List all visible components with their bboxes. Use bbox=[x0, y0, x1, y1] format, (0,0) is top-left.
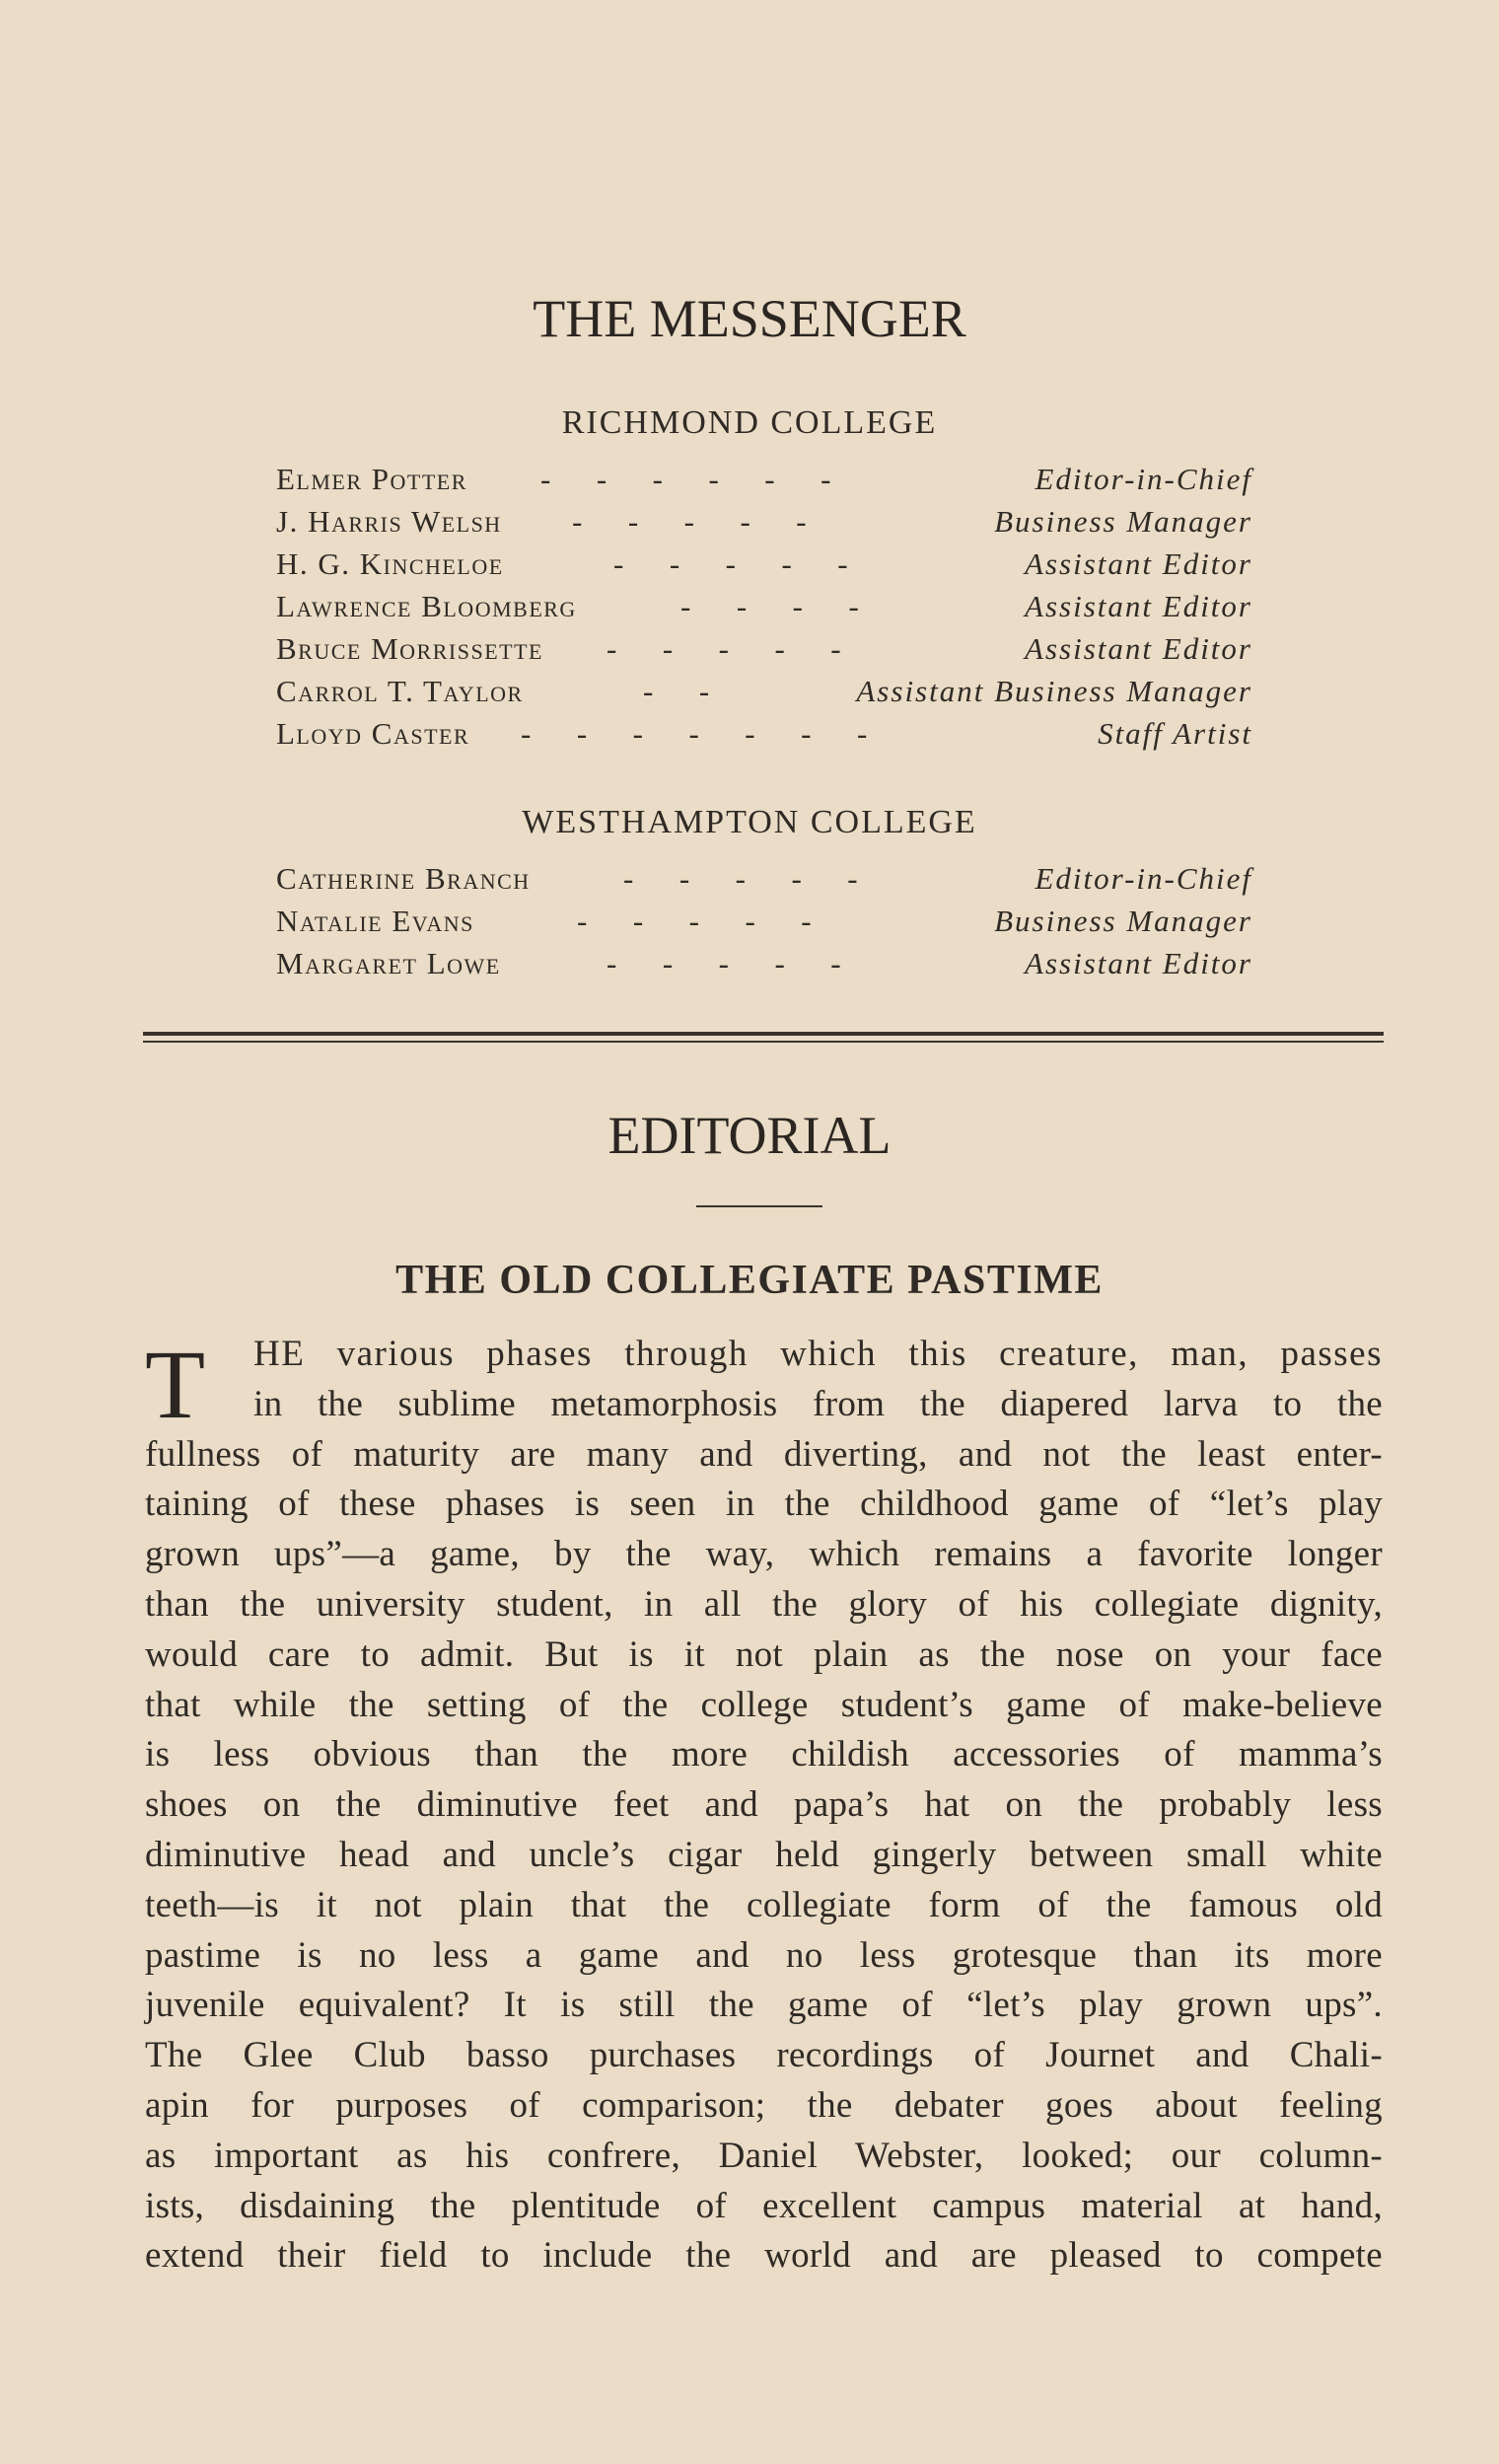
staff-row bbox=[276, 857, 1252, 900]
article-line: grown ups”—a game, by the way, which remains a favorite longer bbox=[145, 1534, 1383, 1575]
staff-role: Staff Artist bbox=[1098, 716, 1252, 751]
staff-dashes: - - - - - bbox=[607, 946, 841, 980]
westhampton-heading: WESTHAMPTON COLLEGE bbox=[522, 804, 977, 840]
article-line: extend their field to include the world and are pleased to compete bbox=[145, 2235, 1383, 2277]
staff-name: Lloyd Caster bbox=[276, 716, 470, 751]
staff-role: Assistant Editor bbox=[1025, 546, 1252, 581]
article-title: THE OLD COLLEGIATE PASTIME bbox=[395, 1258, 1104, 1303]
staff-role: Assistant Editor bbox=[1025, 631, 1252, 666]
staff-name: Lawrence Bloomberg bbox=[276, 589, 577, 623]
staff-dashes: - - - - - bbox=[613, 546, 848, 581]
staff-name: Carrol T. Taylor bbox=[276, 674, 524, 708]
staff-name: Margaret Lowe bbox=[276, 946, 501, 980]
staff-role: Assistant Editor bbox=[1025, 946, 1252, 980]
drop-cap: T bbox=[145, 1330, 206, 1439]
staff-dashes: - - - - - bbox=[623, 861, 858, 896]
staff-row bbox=[276, 585, 1252, 627]
article-line: in the sublime metamorphosis from the diapered larva to the bbox=[253, 1383, 1383, 1424]
richmond-staff-list bbox=[276, 458, 1252, 755]
article-line: juvenile equivalent? It is still the game of “let’s play grown ups”. bbox=[145, 1985, 1383, 2026]
staff-role: Assistant Editor bbox=[1025, 589, 1252, 623]
short-divider bbox=[696, 1205, 822, 1207]
staff-row bbox=[276, 627, 1252, 670]
staff-name: Bruce Morrissette bbox=[276, 631, 543, 666]
article-line: that while the setting of the college student’s game of make-believe bbox=[145, 1684, 1383, 1725]
article-line: The Glee Club basso purchases recordings of Journet and Chali- bbox=[145, 2035, 1383, 2076]
staff-role: Editor-in-Chief bbox=[1035, 462, 1252, 496]
editorial-heading: EDITORIAL bbox=[607, 1106, 892, 1165]
article-line: apin for purposes of comparison; the debater goes about feeling bbox=[145, 2084, 1383, 2126]
article-line: as important as his confrere, Daniel Webster, looked; our column- bbox=[145, 2135, 1383, 2176]
article-line: is less obvious than the more childish accessories of mamma’s bbox=[145, 1734, 1383, 1776]
staff-role: Editor-in-Chief bbox=[1035, 861, 1252, 896]
staff-row bbox=[276, 942, 1252, 984]
article-line: shoes on the diminutive feet and papa’s hat on the probably less bbox=[145, 1784, 1383, 1826]
staff-row bbox=[276, 670, 1252, 712]
article-line: taining of these phases is seen in the childhood game of “let’s play bbox=[145, 1484, 1383, 1525]
article-line: would care to admit. But is it not plain as the nose on your face bbox=[145, 1633, 1383, 1675]
masthead-title: THE MESSENGER bbox=[533, 289, 966, 348]
staff-role: Business Manager bbox=[994, 904, 1252, 938]
staff-row bbox=[276, 900, 1252, 942]
staff-dashes: - - - - - bbox=[607, 631, 841, 666]
staff-role: Assistant Business Manager bbox=[856, 674, 1252, 708]
staff-dashes: - - - - bbox=[680, 589, 859, 623]
article-line: fullness of maturity are many and diverting, and not the least enter- bbox=[145, 1433, 1383, 1475]
divider-line-thin bbox=[143, 1041, 1384, 1043]
section-divider bbox=[143, 1032, 1384, 1043]
staff-name: J. Harris Welsh bbox=[276, 504, 502, 539]
article-line: teeth—is it not plain that the collegiate form of the famous old bbox=[145, 1884, 1383, 1925]
richmond-heading: RICHMOND COLLEGE bbox=[561, 404, 938, 441]
staff-dashes: - - - - - bbox=[572, 504, 807, 539]
staff-dashes: - - - - - bbox=[577, 904, 812, 938]
article-line-text: HE various phases through which this creature, man, passes bbox=[253, 1334, 1383, 1374]
staff-row bbox=[276, 458, 1252, 500]
staff-row bbox=[276, 500, 1252, 543]
article-body bbox=[145, 1330, 1383, 2282]
article-line: than the university student, in all the glory of his collegiate dignity, bbox=[145, 1583, 1383, 1625]
westhampton-staff-list bbox=[276, 857, 1252, 984]
article-line: pastime is no less a game and no less grotesque than its more bbox=[145, 1934, 1383, 1976]
staff-name: H. G. Kincheloe bbox=[276, 546, 504, 581]
article-line: ists, disdaining the plentitude of excellent campus material at hand, bbox=[145, 2185, 1383, 2226]
staff-row bbox=[276, 543, 1252, 585]
staff-role: Business Manager bbox=[994, 504, 1252, 539]
article-line: diminutive head and uncle’s cigar held gingerly between small white bbox=[145, 1834, 1383, 1875]
article-line bbox=[145, 1330, 1383, 1380]
divider-line-thick bbox=[143, 1032, 1384, 1036]
staff-row bbox=[276, 712, 1252, 755]
staff-dashes: - - bbox=[643, 674, 710, 708]
staff-dashes: - - - - - - - bbox=[521, 716, 868, 751]
staff-dashes: - - - - - - bbox=[540, 462, 831, 496]
staff-name: Catherine Branch bbox=[276, 861, 531, 896]
staff-name: Natalie Evans bbox=[276, 904, 474, 938]
staff-name: Elmer Potter bbox=[276, 462, 467, 496]
